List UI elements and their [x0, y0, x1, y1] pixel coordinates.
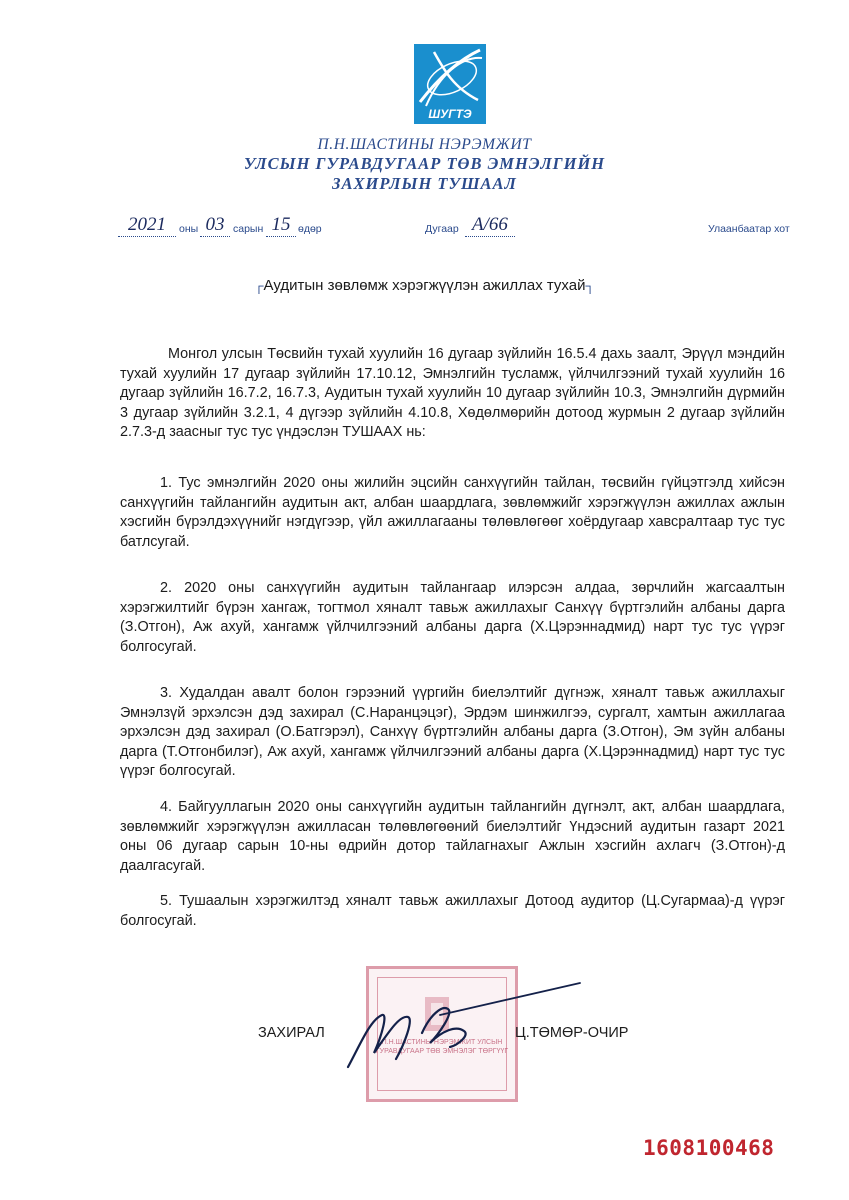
preamble-paragraph: Монгол улсын Төсвийн тухай хуулийн 16 дугаар зүйлийн 16.5.4 дахь заалт, Эрүүл мэндийн тухай хуулийн 17 дугаар зүйлийн 17.10.12, Эмнэлгийн тусламж, үйлчилгээний тухай хуулийн 16 дугаар зүйлийн 16.7.2, 16.7.3, Аудитын тухай хуулийн 10 дугаар зүйлийн 10.3, Эмнэлгийн дүрмийн 3 дугаар зүйлийн 3.2.1, 4 дүгээр зүйлийн 4.10.8, Хөдөлмөрийн дотоод журмын 2 дугаар зүйлийн 2.7.3-д заасныг тус тус үндэслэн ТУШААХ нь: [120, 346, 785, 441]
month-label: сарын [233, 223, 264, 235]
date-month: 03 [200, 214, 230, 237]
header-org-name: УЛСЫН ГУРАВДУГААР ТӨВ ЭМНЭЛГИЙН [243, 154, 606, 173]
year-label: оны [179, 223, 199, 235]
date-year: 2021 [118, 214, 176, 237]
hospital-logo [414, 44, 486, 124]
order-title-text: Аудитын зөвлөмж хэрэгжүүлэн ажиллах тухай [263, 277, 586, 294]
order-item-1: 1. Тус эмнэлгийн 2020 оны жилийн эцсийн санхүүгийн тайлан, төсвийн гүйцэтгэлд хийсэн санхүүгийн тайлангийн аудитын акт, албан шаардлага, зөвлөмжийг хэрэгжүүлэн ажиллах ажлын хэсгийн бүрэлдэхүүнийг нэгдүгээр, үйл ажиллагааны төлөвлөгөөг хоёрдугаар хавсралтаар тус тус батлсугай. [120, 475, 785, 550]
city-label: Улаанбаатар хот [708, 223, 790, 235]
serial-number: 1608100468 [643, 1136, 775, 1160]
stamp-text: П.Н.ШАСТИНЫ НЭРЭМЖИТ УЛСЫН ГУРАВДУГААР ТӨВ ЭМНЭЛЭГ ТӨРГҮҮГ [375, 1039, 509, 1055]
order-number: А/66 [465, 214, 515, 237]
order-item-4: 4. Байгууллагын 2020 оны санхүүгийн аудитын тайлангийн дүгнэлт, акт, албан шаардлага, зөвлөмжийг хэрэгжүүлэн ажилласан төлөвлөгөөний биелэлтийг Үндэсний аудитын газарт 2021 оны 06 дугаар сарын 10-ны өдрийн дотор тайлагнахыг Ажлын хэсгийн ахлагч (З.Отгон)-д даалгасугай. [120, 799, 785, 874]
order-item-5: 5. Тушаалын хэрэгжилтэд хяналт тавьж ажиллахыг Дотоод аудитор (Ц.Сугармаа)-д үүрэг болгосугай. [120, 893, 785, 929]
number-label: Дугаар [425, 223, 459, 235]
order-title: ┌Аудитын зөвлөмж хэрэгжүүлэн ажиллах тухай┐ [254, 277, 595, 294]
logo-text: ШУГТЭ [428, 107, 472, 121]
signer-name: Ц.ТӨМӨР-ОЧИР [515, 1025, 629, 1041]
order-item-3: 3. Худалдан авалт болон гэрээний үүргийн биелэлтийг дүгнэж, хяналт тавьж ажиллахыг Эмнэлзүй эрхэлсэн дэд захирал (С.Наранцэцэг), Эрдэм шинжилгээ, сургалт, хамтын ажиллагаа эрхэлсэн дэд захирал (О.Батгэрэл), Санхүү бүртгэлийн албаны дарга (З.Отгон), Эм зүйн албаны дарга (Т.Отгонбилэг), Аж ахуй, хангамж үйлчилгээний албаны дарга (Х.Цэрэннадмид) нарт тус тус үүрэг болгосугай. [120, 685, 785, 780]
day-label: өдөр [298, 223, 322, 235]
signer-title: ЗАХИРАЛ [258, 1025, 325, 1041]
header-doc-type: ЗАХИРЛЫН ТУШААЛ [332, 174, 517, 193]
document-header [0, 136, 849, 194]
header-subtitle: П.Н.ШАСТИНЫ НЭРЭМЖИТ [317, 136, 532, 153]
order-item-2: 2. 2020 оны санхүүгийн аудитын тайлангаар илэрсэн алдаа, зөрчлийн жагсаалтын хэрэгжилтийг бүрэн хангаж, тогтмол хяналт тавьж ажиллахыг Санхүү бүртгэлийн албаны дарга (З.Отгон), Аж ахуй, хангамж үйлчилгээний албаны дарга (Х.Цэрэннадмид) нарт тус тус үүрэг болгосугай. [120, 580, 785, 655]
date-row [0, 212, 849, 242]
date-day: 15 [266, 214, 296, 237]
